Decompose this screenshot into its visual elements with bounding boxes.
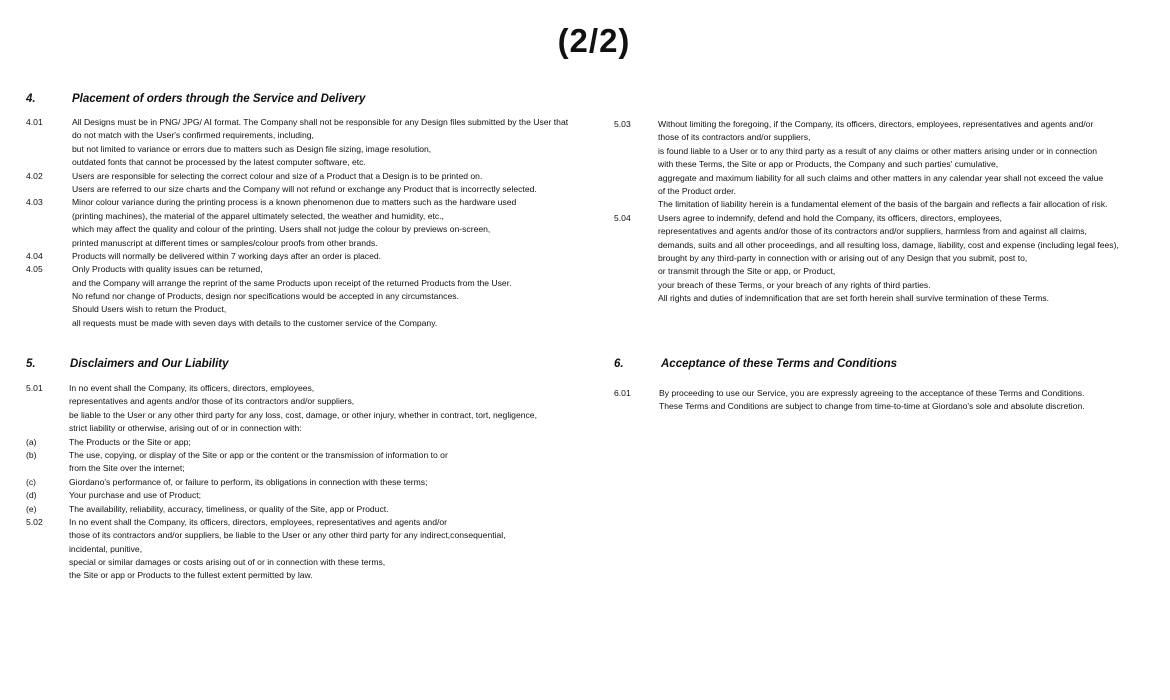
clause-line (26, 183, 611, 196)
section-5-body (26, 382, 611, 583)
clause-line (26, 462, 611, 475)
clause-line (614, 198, 1164, 211)
clause-line (26, 409, 611, 422)
clause-text: or transmit through the Site or app, or Product, (658, 266, 836, 277)
clause-text: (printing machines), the material of the apparel ultimately selected, the weather and humidity, etc., (72, 210, 444, 221)
clause-line (26, 569, 611, 582)
page-title: (2/2) (557, 22, 631, 59)
clause-line (614, 292, 1164, 305)
clause-text: Users are responsible for selecting the correct colour and size of a Product that a Design is to be printed on. (72, 170, 483, 181)
clause-text: Should Users wish to return the Product, (72, 304, 227, 315)
clause-text: incidental, punitive, (69, 543, 143, 554)
clause-line (26, 116, 611, 129)
clause-number: 5.03 (614, 119, 631, 129)
clause-text: demands, suits and all other proceedings, and all resulting loss, damage, liability, cost and expense (including legal fees), (658, 239, 1119, 250)
clause-text: These Terms and Conditions are subject to change from time-to-time at Giordano's sole and absolute discretion. (659, 401, 1085, 412)
clause-text: representatives and agents and/or those of its contractors and/or suppliers, harmless from and against all claims, (658, 226, 1087, 237)
clause-text: of the Product order. (658, 185, 736, 196)
clause-text: representatives and agents and/or those of its contractors and/or suppliers, (69, 396, 355, 407)
clause-text: All Designs must be in PNG/ JPG/ AI format. The Company shall not be responsible for any Design files submitted by the User that (72, 117, 569, 127)
clause-line (26, 170, 611, 183)
clause-text: printed manuscript at different times or samples/colour proofs from other brands. (72, 237, 378, 248)
clause-line (26, 395, 611, 408)
clause-line (26, 263, 611, 276)
clause-text: those of its contractors and/or suppliers, (658, 132, 811, 143)
clause-text: all requests must be made with seven days with details to the customer service of the Company. (72, 317, 438, 328)
clause-line (614, 239, 1164, 252)
clause-line (26, 382, 611, 395)
clause-line (26, 516, 611, 529)
clause-line (614, 145, 1164, 158)
clause-line (614, 131, 1164, 144)
clause-text: The use, copying, or display of the Site or app or the content or the transmission of information to or (69, 449, 448, 460)
section-5-heading (26, 358, 586, 374)
clause-line (614, 265, 1164, 278)
clause-text: from the Site over the internet; (69, 463, 185, 474)
section-title: Acceptance of these Terms and Conditions (661, 358, 898, 370)
clause-line (26, 449, 611, 462)
clause-number: 6.01 (614, 388, 631, 398)
clause-line (26, 156, 611, 169)
clause-line (614, 225, 1164, 238)
clause-text: is found liable to a User or to any third party as a result of any claims or other matters arising under or in connection (658, 145, 1097, 156)
clause-number: 4.02 (26, 170, 43, 181)
clause-number: 5.02 (26, 516, 43, 527)
clause-number: 4.05 (26, 264, 43, 275)
clause-text: The availability, reliability, accuracy, timeliness, or quality of the Site, app or Product. (69, 503, 389, 514)
clause-text: Giordano's performance of, or failure to perform, its obligations in connection with these terms; (69, 476, 428, 487)
clause-text: your breach of these Terms, or your breach of any rights of third parties. (658, 279, 931, 290)
clause-number: 5.01 (26, 383, 43, 393)
clause-number: (e) (26, 503, 37, 514)
clause-text: with these Terms, the Site or app or Products, the Company and such parties' cumulative, (658, 159, 999, 170)
clause-number: 4.01 (26, 117, 43, 127)
clause-text: strict liability or otherwise, arising out of or in connection with: (69, 423, 302, 434)
clause-text: the Site or app or Products to the fullest extent permitted by law. (69, 570, 313, 581)
clause-number: (a) (26, 436, 37, 447)
clause-text: Minor colour variance during the printing process is a known phenomenon due to matters such as the hardware used (72, 197, 517, 208)
section-number: 6. (614, 358, 624, 370)
clause-text: outdated fonts that cannot be processed by the latest computer software, etc. (72, 157, 366, 168)
clause-line (26, 129, 611, 142)
clause-line (26, 476, 611, 489)
clause-line (26, 436, 611, 449)
section-number: 5. (26, 358, 36, 370)
clause-text: Only Products with quality issues can be returned, (72, 264, 263, 275)
section-6-body (614, 387, 1164, 414)
clause-number: 4.04 (26, 250, 43, 261)
clause-line (26, 503, 611, 516)
section-5-continued-body (614, 118, 1164, 305)
clause-line (26, 303, 611, 316)
clause-line (26, 196, 611, 209)
section-4-heading (26, 93, 586, 109)
clause-text: In no event shall the Company, its officers, directors, employees, representatives and agents and/or (69, 516, 448, 527)
clause-line (26, 543, 611, 556)
clause-text: be liable to the User or any other third party for any loss, cost, damage, or other injury, whether in contract, tort, negligence, (69, 409, 537, 420)
clause-number: (c) (26, 476, 37, 487)
section-4-body (26, 116, 611, 330)
clause-line (26, 422, 611, 435)
clause-text: and the Company will arrange the reprint of the same Products upon receipt of the returned Products from the User. (72, 277, 512, 288)
clause-text: Users agree to indemnify, defend and hold the Company, its officers, directors, employees, (658, 212, 1002, 223)
clause-line (614, 118, 1164, 131)
clause-line (26, 277, 611, 290)
clause-text: special or similar damages or costs arising out of or in connection with these terms, (69, 557, 386, 568)
clause-text: brought by any third-party in connection with or arising out of any Design that you submit, post to, (658, 252, 1028, 263)
clause-text: those of its contractors and/or suppliers, be liable to the User or any other third party for any indirect,consequential, (69, 530, 506, 541)
clause-line (26, 250, 611, 263)
clause-line (614, 252, 1164, 265)
clause-line (614, 158, 1164, 171)
clause-line (26, 223, 611, 236)
clause-number: (b) (26, 449, 37, 460)
clause-line (614, 185, 1164, 198)
clause-text: aggregate and maximum liability for all such claims and other matters in any calendar year shall not exceed the value (658, 172, 1104, 183)
clause-line (26, 489, 611, 502)
clause-number: 4.03 (26, 197, 43, 208)
clause-text: Products will normally be delivered within 7 working days after an order is placed. (72, 250, 382, 261)
clause-line (26, 237, 611, 250)
clause-line (26, 529, 611, 542)
clause-text: Users are referred to our size charts and the Company will not refund or exchange any Product that is incorrectly selected. (72, 183, 537, 194)
clause-line (614, 387, 1164, 400)
clause-line (614, 172, 1164, 185)
clause-text: By proceeding to use our Service, you are expressly agreeing to the acceptance of these Terms and Conditions. (659, 388, 1085, 398)
clause-text: Your purchase and use of Product; (69, 490, 202, 501)
section-6-heading (614, 358, 1154, 374)
section-title: Disclaimers and Our Liability (70, 358, 229, 370)
clause-line (26, 317, 611, 330)
clause-text: All rights and duties of indemnification that are set forth herein shall survive termination of these Terms. (658, 293, 1050, 304)
clause-text: Without limiting the foregoing, if the Company, its officers, directors, employees, representatives and agents and/or (658, 119, 1094, 129)
clause-number: 5.04 (614, 212, 631, 223)
clause-number: (d) (26, 490, 37, 501)
section-title: Placement of orders through the Service and Delivery (72, 93, 366, 105)
clause-line (26, 290, 611, 303)
clause-line (614, 212, 1164, 225)
clause-text: The Products or the Site or app; (69, 436, 191, 447)
clause-text: No refund nor change of Products, design nor specifications would be accepted in any circumstances. (72, 291, 459, 302)
clause-text: which may affect the quality and colour of the printing. Users shall not judge the colour by previews on-screen, (72, 224, 491, 235)
clause-line (614, 279, 1164, 292)
clause-line (614, 400, 1164, 413)
clause-text: do not match with the User's confirmed requirements, including, (72, 130, 314, 141)
clause-text: The limitation of liability herein is a fundamental element of the basis of the bargain and reflects a fair allocation of risk. (658, 199, 1108, 210)
clause-line (26, 556, 611, 569)
clause-text: In no event shall the Company, its officers, directors, employees, (69, 383, 315, 393)
section-number: 4. (26, 93, 36, 105)
clause-text: but not limited to variance or errors due to matters such as Design file sizing, image resolution, (72, 143, 432, 154)
clause-line (26, 143, 611, 156)
clause-line (26, 210, 611, 223)
